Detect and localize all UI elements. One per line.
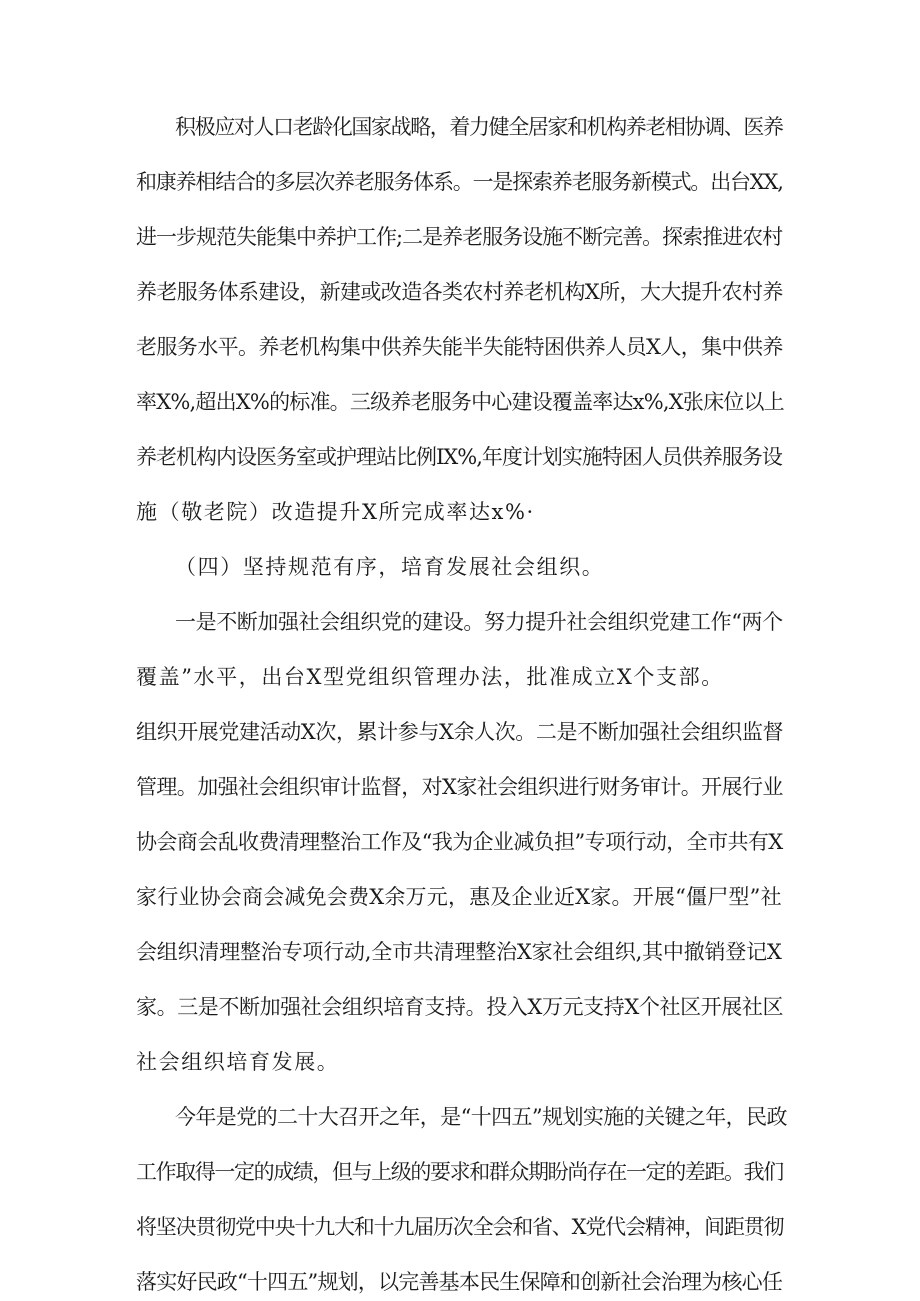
paragraph-2-line-1: 一是不断加强社会组织党的建设。努力提升社会组织党建工作“两个	[175, 610, 783, 634]
paragraph-1-line-4: 养老服务体系建设，新建或改造各类农村养老机构X所，大大提升农村养	[136, 280, 783, 304]
paragraph-2-line-8: 家。三是不断加强社会组织培育支持。投入X万元支持X个社区开展社区	[136, 995, 784, 1019]
section-heading: （四）坚持规范有序，培育发展社会组织。	[175, 555, 605, 579]
paragraph-1-line-5: 老服务水平。养老机构集中供养失能半失能特困供养人员X人，集中供养	[136, 335, 783, 359]
paragraph-2-line-2: 覆盖”水平，出台X型党组织管理办法，批准成立X个支部。	[136, 665, 724, 689]
paragraph-1-line-6: 率X%,超出X%的标准。三级养老服务中心建设覆盖率达x%,X张床位以上	[136, 390, 784, 414]
paragraph-2-line-7: 会组织清理整治专项行动,全市共清理整治X家社会组织,其中撤销登记X	[136, 940, 782, 964]
paragraph-2-line-6: 家行业协会商会减免会费X余万元，惠及企业近X家。开展“僵尸型”社	[136, 885, 782, 909]
paragraph-1-line-8: 施（敬老院）改造提升X所完成率达x%·	[136, 500, 535, 524]
paragraph-2-line-5: 协会商会乱收费清理整治工作及“我为企业减负担”专项行动，全市共有X	[136, 830, 783, 854]
paragraph-2-line-4: 管理。加强社会组织审计监督，对X家社会组织进行财务审计。开展行业	[136, 775, 783, 799]
paragraph-3-line-4: 落实好民政“十四五”规划，以完善基本民生保障和创新社会治理为核心任	[136, 1270, 783, 1294]
paragraph-1-line-3: 进一步规范失能集中养护工作;二是养老服务设施不断完善。探索推进农村	[136, 225, 783, 249]
paragraph-2-line-3: 组织开展党建活动X次，累计参与X余人次。二是不断加强社会组织监督	[136, 720, 784, 744]
paragraph-2-line-9: 社会组织培育发展。	[136, 1050, 340, 1074]
paragraph-1-line-7: 养老机构内设医务室或护理站比例IX%,年度计划实施特困人员供养服务设	[136, 445, 782, 469]
paragraph-1-line-2: 和康养相结合的多层次养老服务体系。一是探索养老服务新模式。出台XX,	[136, 170, 783, 194]
paragraph-3-line-1: 今年是党的二十大召开之年，是“十四五”规划实施的关键之年，民政	[175, 1105, 787, 1129]
paragraph-3-line-2: 工作取得一定的成绩，但与上级的要求和群众期盼尚存在一定的差距。我们	[136, 1160, 783, 1184]
paragraph-3-line-3: 将坚决贯彻党中央十九大和十九届历次全会和省、X党代会精神，间距贯彻	[136, 1215, 784, 1239]
paragraph-1-line-1: 积极应对人口老龄化国家战略，着力健全居家和机构养老相协调、医养	[175, 115, 783, 139]
